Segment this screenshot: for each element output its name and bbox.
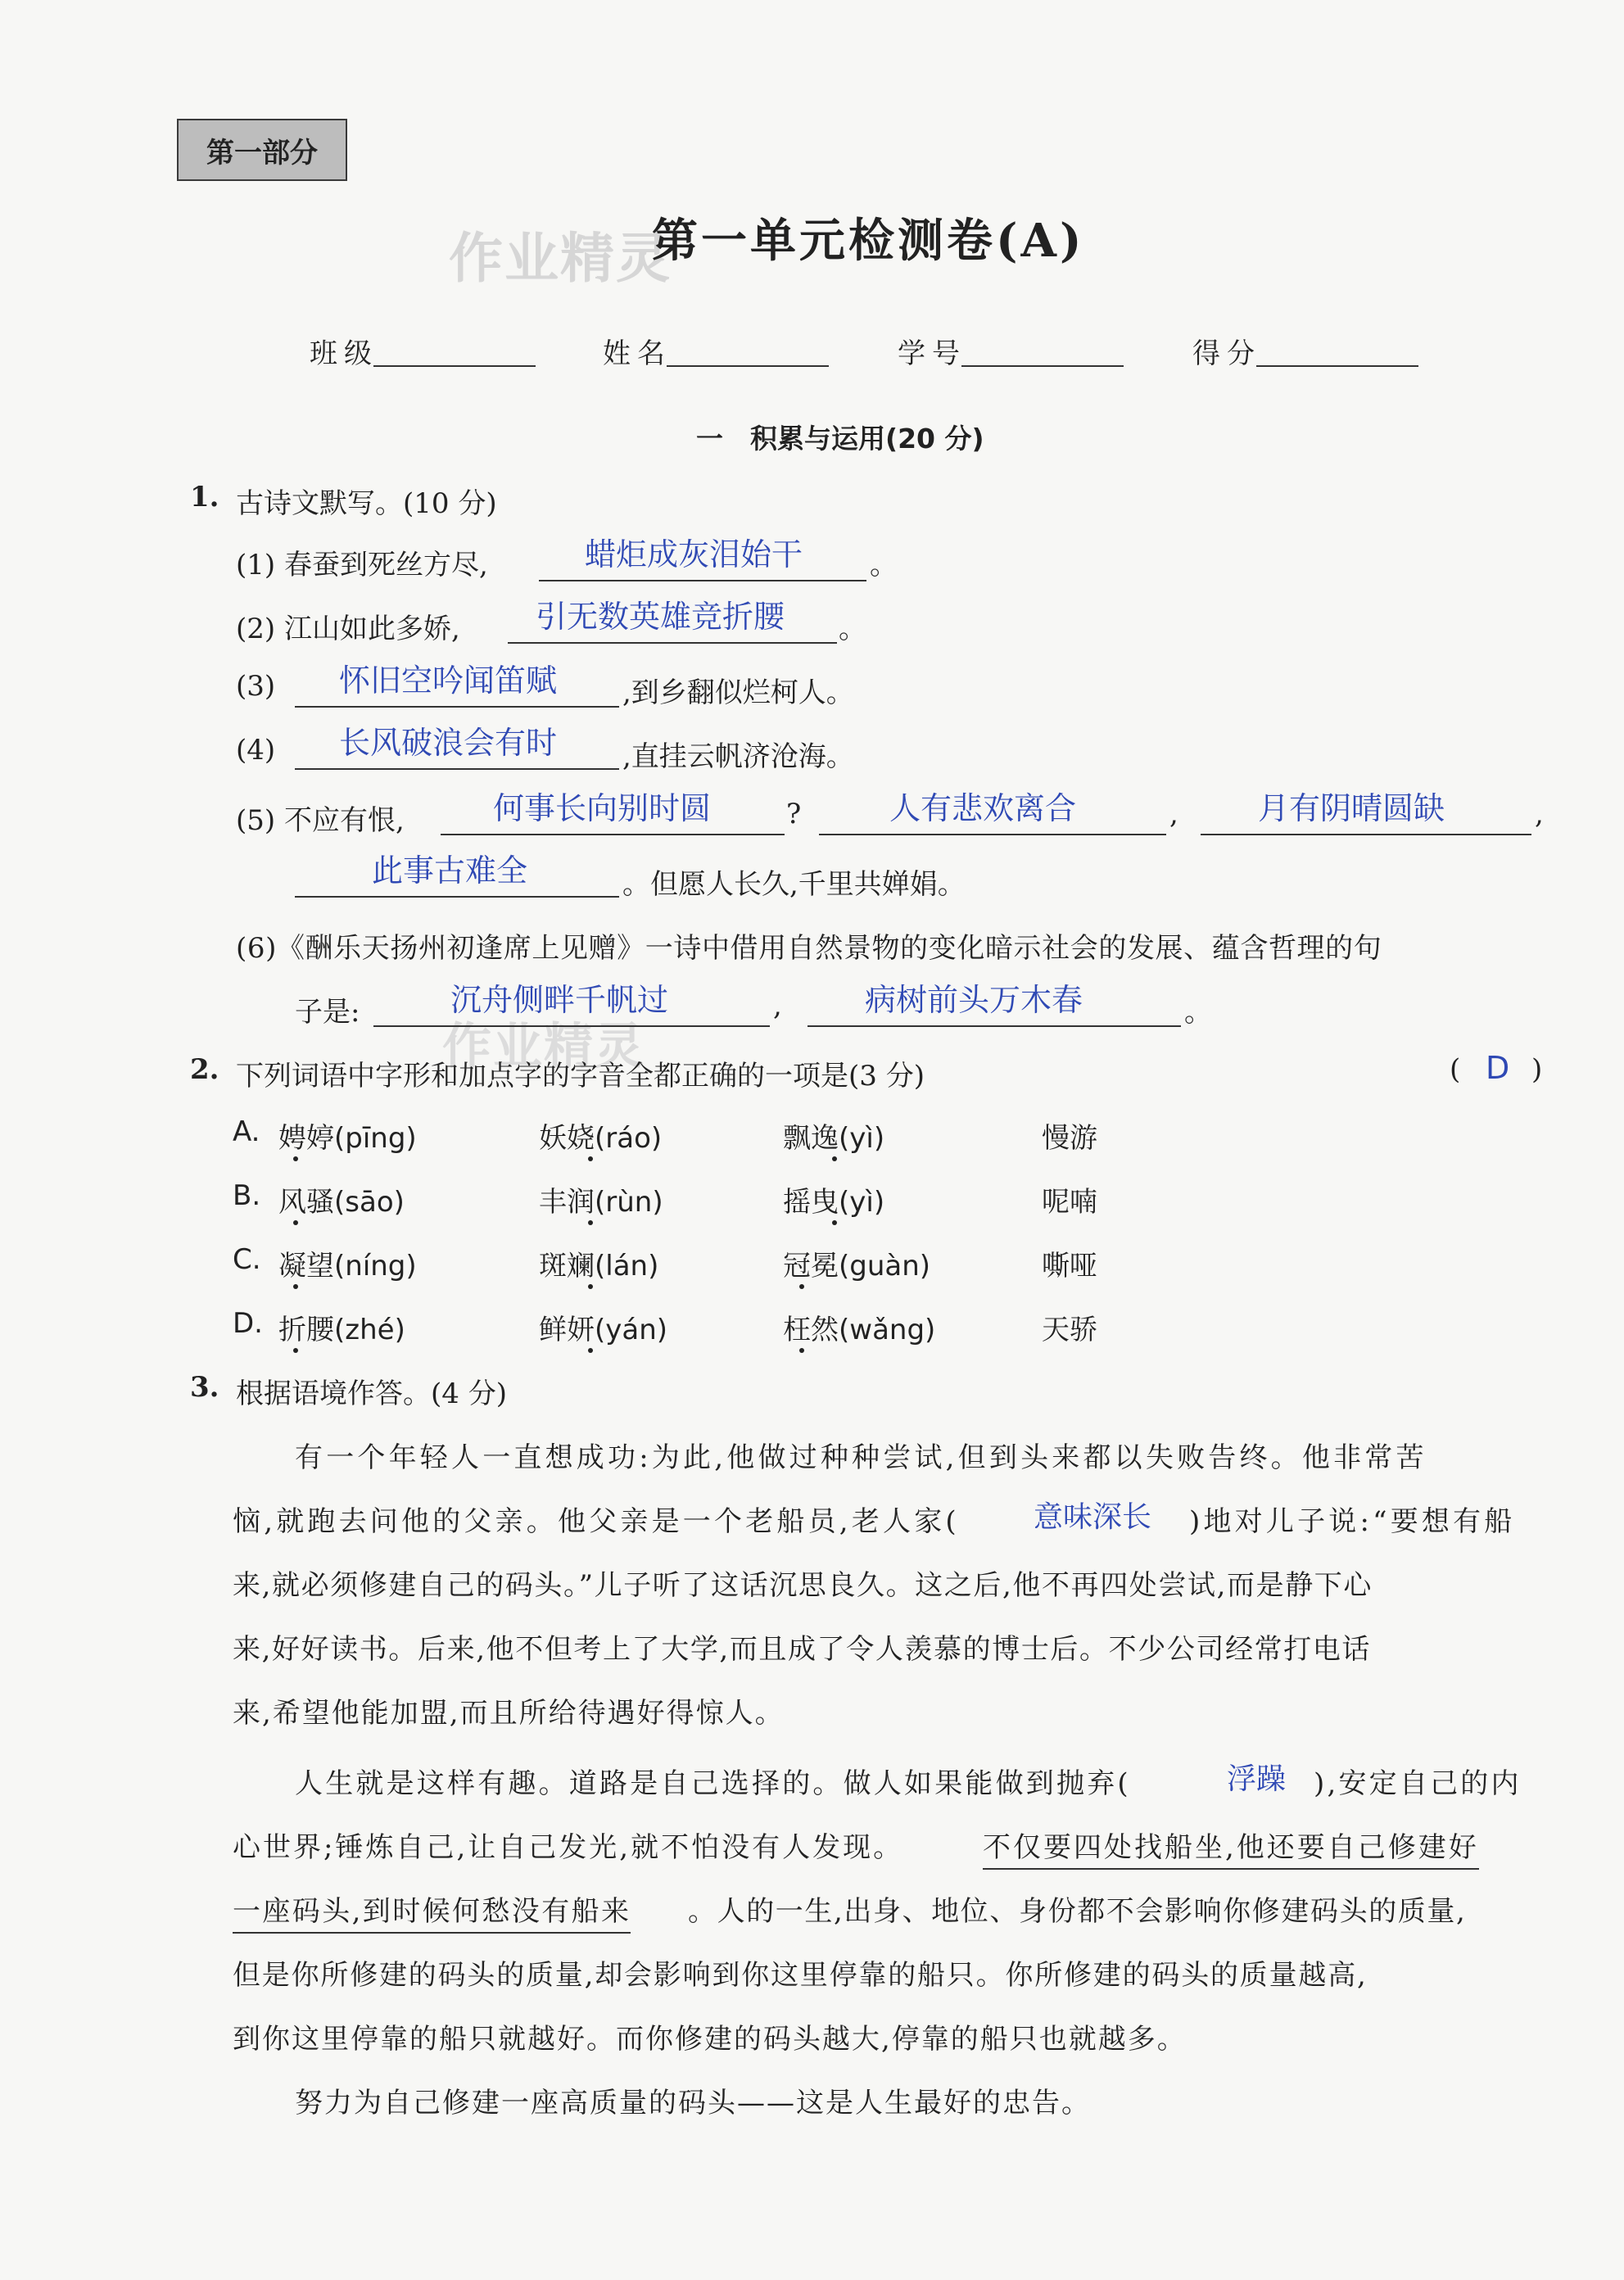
- q1-item1-end: 。: [870, 549, 898, 581]
- emphasis-dot: [293, 1348, 298, 1353]
- q3-p2-line4: 但是你所修建的码头的质量,却会影响到你这里停靠的船只。你所修建的码头的质量越高,: [233, 1959, 1368, 1992]
- q1-item6-end: 。: [1184, 996, 1212, 1029]
- q1-item6-text: (6)《酬乐天扬州初逢席上见赠》一诗中借用自然景物的变化暗示社会的发展、蕴含哲理的句: [236, 932, 1382, 965]
- watermark-top: 作业精灵: [449, 226, 672, 290]
- q1-item5-text: (5) 不应有恨,: [236, 804, 405, 837]
- q1-item6-prefix: 子是:: [295, 996, 360, 1029]
- q1-item5-sep2: ,: [1169, 798, 1178, 830]
- emphasis-dot: [832, 1220, 837, 1225]
- q2-option-a[interactable]: [233, 1115, 1543, 1156]
- q3-p2-line1b: ),安定自己的内: [1314, 1767, 1522, 1800]
- q3-p1-line4: 来,好好读书。后来,他不但考上了大学,而且成了令人羡慕的博士后。不少公司经常打电话: [233, 1633, 1372, 1666]
- option-b-letter: B.: [233, 1179, 261, 1212]
- q1-item5-sep3: ,: [1535, 798, 1544, 830]
- option-a-word3: 飘逸(yì): [783, 1122, 885, 1155]
- q3-underlined-sentence: 不仅要四处找船坐,他还要自己修建好: [983, 1825, 1479, 1870]
- class-field[interactable]: [373, 365, 536, 367]
- q3-underlined-sentence-cont: 一座码头,到时候何愁没有船来: [233, 1889, 631, 1934]
- class-label: 班级: [310, 337, 378, 370]
- option-a-word2: 妖娆(ráo): [539, 1122, 663, 1155]
- option-d-letter: D.: [233, 1307, 263, 1340]
- q1-item4-text: (4): [236, 734, 276, 767]
- emphasis-dot: [293, 1156, 298, 1161]
- option-a-word4: 慢游: [1042, 1122, 1097, 1155]
- number-field[interactable]: [961, 365, 1124, 367]
- q1-item2-text: (2) 江山如此多娇,: [236, 613, 460, 645]
- emphasis-dot: [293, 1220, 298, 1225]
- option-b-word1: 风骚(sāo): [278, 1186, 405, 1219]
- number-label: 学号: [898, 337, 966, 370]
- q3-p2-line3b: 。人的一生,出身、地位、身份都不会影响你修建码头的质量,: [688, 1895, 1467, 1928]
- q1-stem: 古诗文默写。(10 分): [236, 487, 497, 520]
- q1-item3-answer: 怀旧空吟闻笛赋: [339, 663, 558, 699]
- option-d-word4: 天骄: [1042, 1314, 1097, 1346]
- q3-p2-answer: 浮躁: [1227, 1762, 1287, 1796]
- name-label: 姓名: [603, 337, 672, 370]
- q3-p3: 努力为自己修建一座高质量的码头——这是人生最好的忠告。: [295, 2087, 1091, 2119]
- q1-item5-answer3: 月有阴晴圆缺: [1258, 790, 1445, 826]
- q1-item1-answer: 蜡炬成灰泪始干: [585, 536, 803, 572]
- section-heading: 一 积累与运用(20 分): [696, 423, 984, 455]
- q3-p1-line1: 有一个年轻人一直想成功:为此,他做过种种尝试,但到头来都以失败告终。他非常苦: [295, 1441, 1427, 1474]
- q1-item5-blank2[interactable]: [819, 834, 1166, 835]
- q1-item6-blank2[interactable]: [807, 1025, 1181, 1027]
- q3-p1-answer: 意味深长: [1034, 1500, 1152, 1534]
- q1-item5-blank4[interactable]: [295, 896, 619, 898]
- option-d-word2: 鲜妍(yán): [539, 1314, 668, 1346]
- q1-item6-sep: ,: [773, 989, 782, 1022]
- q1-item5-blank1[interactable]: [441, 834, 785, 835]
- q1-item1-text: (1) 春蚕到死丝方尽,: [236, 549, 488, 581]
- option-a-word1: 娉婷(pīng): [278, 1122, 417, 1155]
- q3-p1-line2a: 恼,就跑去问他的父亲。他父亲是一个老船员,老人家(: [233, 1505, 960, 1538]
- q1-item6-answer2: 病树前头万木春: [865, 982, 1083, 1018]
- q2-bracket-right: ): [1531, 1053, 1543, 1086]
- emphasis-dot: [799, 1284, 804, 1289]
- q1-item3-blank[interactable]: [295, 706, 619, 708]
- option-c-letter: C.: [233, 1243, 261, 1276]
- q1-item1-blank[interactable]: [539, 580, 866, 581]
- option-b-word4: 呢喃: [1042, 1186, 1097, 1219]
- emphasis-dot: [588, 1348, 593, 1353]
- option-d-word3: 枉然(wǎng): [783, 1314, 936, 1346]
- q3-p1-line3: 来,就必须修建自己的码头。”儿子听了这话沉思良久。这之后,他不再四处尝试,而是静下心: [233, 1569, 1373, 1602]
- q1-item4-answer: 长风破浪会有时: [339, 725, 558, 761]
- emphasis-dot: [588, 1156, 593, 1161]
- q3-p2-line5: 到你这里停靠的船只就越好。而你修建的码头越大,停靠的船只也就越多。: [233, 2023, 1187, 2056]
- name-field[interactable]: [667, 365, 829, 367]
- q3-p2-line2a: 心世界;锤炼自己,让自己发光,就不怕没有人发现。: [233, 1831, 904, 1864]
- q1-item5-answer2: 人有悲欢离合: [889, 790, 1077, 826]
- q1-number: 1.: [190, 481, 219, 513]
- q3-p2-line1a: 人生就是这样有趣。道路是自己选择的。做人如果能做到抛弃(: [295, 1767, 1131, 1800]
- option-d-word1: 折腰(zhé): [278, 1314, 405, 1346]
- emphasis-dot: [293, 1284, 298, 1289]
- q2-answer: D: [1486, 1050, 1510, 1086]
- page-title: 第一单元检测卷(A): [652, 214, 1085, 268]
- q2-number: 2.: [190, 1053, 219, 1086]
- q3-number: 3.: [190, 1371, 219, 1404]
- score-field[interactable]: [1256, 365, 1418, 367]
- option-b-word2: 丰润(rùn): [539, 1186, 663, 1219]
- q3-stem: 根据语境作答。(4 分): [236, 1378, 507, 1410]
- option-c-word2: 斑斓(lán): [539, 1250, 659, 1282]
- q2-bracket-left: (: [1450, 1053, 1461, 1086]
- q1-item3-end: ,到乡翻似烂柯人。: [622, 676, 854, 709]
- q1-item6-blank1[interactable]: [373, 1025, 770, 1027]
- q1-item5-answer4: 此事古难全: [372, 853, 528, 889]
- emphasis-dot: [832, 1156, 837, 1161]
- option-c-word3: 冠冕(guàn): [783, 1250, 931, 1282]
- q1-item6-answer1: 沉舟侧畔千帆过: [450, 982, 669, 1018]
- section-badge: 第一部分: [177, 119, 347, 181]
- q1-item2-answer: 引无数英雄竞折腰: [536, 599, 785, 635]
- q1-item2-blank[interactable]: [508, 642, 837, 644]
- q2-option-d[interactable]: [233, 1307, 1543, 1348]
- q1-item5-end: 。但愿人长久,千里共婵娟。: [622, 868, 966, 901]
- q1-item5-answer1: 何事长向别时圆: [493, 790, 712, 826]
- q1-item5-blank3[interactable]: [1201, 834, 1531, 835]
- q1-item3-text: (3): [236, 670, 276, 703]
- watermark-middle: 作业精灵: [442, 1018, 645, 1075]
- option-b-word3: 摇曳(yì): [783, 1186, 885, 1219]
- q2-option-c[interactable]: [233, 1243, 1543, 1284]
- emphasis-dot: [799, 1348, 804, 1353]
- q1-item4-end: ,直挂云帆济沧海。: [622, 740, 854, 773]
- option-a-letter: A.: [233, 1115, 260, 1148]
- emphasis-dot: [588, 1220, 593, 1225]
- q1-item5-sep1: ?: [786, 798, 802, 830]
- q3-p1-line5: 来,希望他能加盟,而且所给待遇好得惊人。: [233, 1697, 785, 1730]
- q2-option-b[interactable]: [233, 1179, 1543, 1220]
- option-c-word1: 凝望(níng): [278, 1250, 417, 1282]
- q2-stem: 下列词语中字形和加点字的字音全都正确的一项是(3 分): [236, 1060, 925, 1092]
- emphasis-dot: [588, 1284, 593, 1289]
- score-label: 得分: [1192, 337, 1261, 370]
- q1-item4-blank[interactable]: [295, 768, 619, 770]
- option-c-word4: 嘶哑: [1042, 1250, 1097, 1282]
- q3-p1-line2b: )地对儿子说:“要想有船: [1189, 1505, 1516, 1538]
- q1-item2-end: 。: [839, 613, 866, 645]
